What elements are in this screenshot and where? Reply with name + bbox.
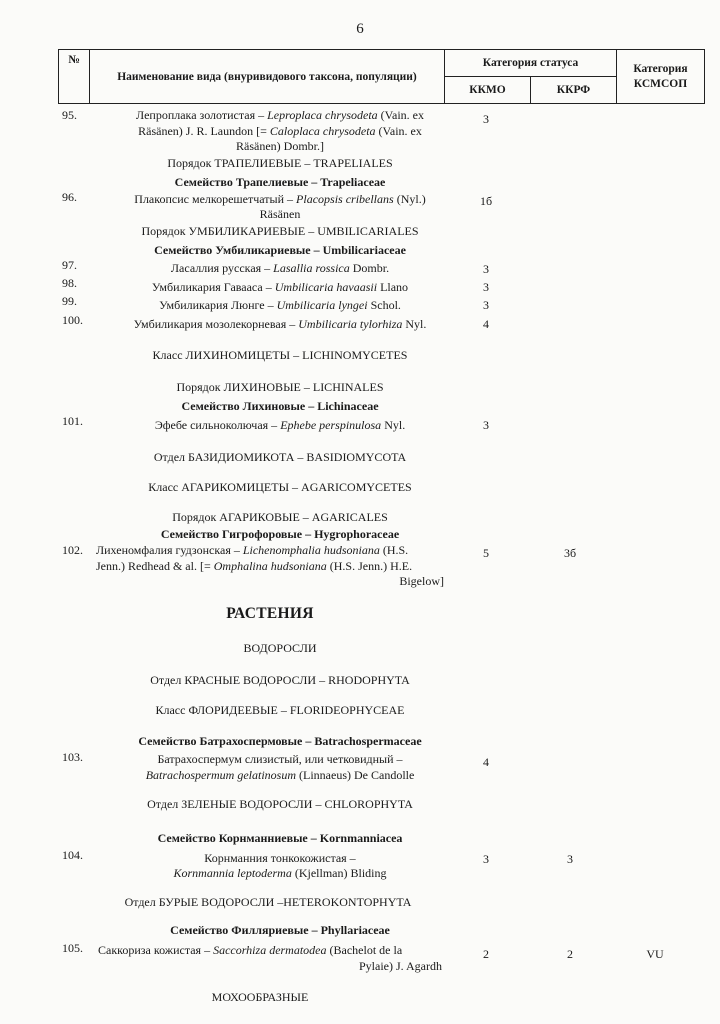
group-heading: МОХООБРАЗНЫЕ bbox=[211, 990, 309, 1004]
row-number: 104. bbox=[62, 848, 83, 862]
group-heading: ВОДОРОСЛИ bbox=[243, 641, 317, 655]
species-name: Корнманния тонкокожистая – bbox=[204, 851, 356, 865]
page-number: 6 bbox=[356, 21, 364, 37]
species-name: Саккориза кожистая – Saccorhiza dermatodea (Bachelot de la bbox=[98, 943, 403, 957]
kkmo-value: 2 bbox=[483, 947, 489, 961]
table-header bbox=[58, 49, 705, 104]
family-heading: Семейство Батрахоспермовые – Batrachospermaceae bbox=[138, 734, 422, 748]
ksmsop-value: VU bbox=[646, 947, 664, 961]
header-num: № bbox=[59, 50, 90, 104]
division-heading: Отдел БУРЫЕ ВОДОРОСЛИ –HETEROKONTOPHYTA bbox=[124, 895, 412, 909]
row-number: 100. bbox=[62, 313, 83, 327]
class-heading: Класс ФЛОРИДЕЕВЫЕ – FLORIDEOPHYCEAE bbox=[155, 703, 405, 717]
header-ksmsop: Категория КСМСОП bbox=[617, 50, 705, 104]
species-name: Ласаллия русская – Lasallia rossica Dombr. bbox=[170, 261, 390, 275]
family-heading: Семейство Гигрофоровые – Hygrophoraceae bbox=[160, 527, 400, 541]
species-name: Räsänen) J. R. Laundon [= Caloplaca chrysodeta (Vain. ex bbox=[138, 124, 422, 138]
species-name: Эфебе сильноколючая – Ephebe perspinulosa Nyl. bbox=[154, 418, 406, 432]
species-name: Bigelow] bbox=[399, 574, 444, 588]
header-name: Наименование вида (внуривидового таксона, популяции) bbox=[90, 50, 445, 104]
division-heading: Отдел БАЗИДИОМИКОТА – BASIDIOMYCOTA bbox=[153, 450, 407, 464]
order-heading: Порядок ЛИХИНОВЫЕ – LICHINALES bbox=[176, 380, 384, 394]
row-number: 97. bbox=[62, 258, 77, 272]
species-name: Плакопсис мелкорешетчатый – Placopsis cribellans (Nyl.) bbox=[134, 192, 426, 206]
class-heading: Класс АГАРИКОМИЦЕТЫ – AGARICOMYCETES bbox=[148, 480, 412, 494]
species-name: Räsänen bbox=[259, 207, 301, 221]
row-number: 99. bbox=[62, 294, 77, 308]
kkrf-value: 2 bbox=[567, 947, 573, 961]
section-heading: РАСТЕНИЯ bbox=[226, 605, 314, 622]
species-name: Умбиликария мозолекорневая – Umbilicaria tylorhiza Nyl. bbox=[133, 317, 427, 331]
kkmo-value: 3 bbox=[483, 112, 489, 126]
division-heading: Отдел ЗЕЛЕНЫЕ ВОДОРОСЛИ – CHLOROPHYTA bbox=[147, 797, 413, 811]
species-name: Умбиликария Люнге – Umbilicaria lyngei Schol. bbox=[159, 298, 401, 312]
family-heading: Семейство Трапелиевые – Trapeliaceae bbox=[174, 175, 386, 189]
row-number: 101. bbox=[62, 414, 83, 428]
class-heading: Класс ЛИХИНОМИЦЕТЫ – LICHINOMYCETES bbox=[152, 348, 408, 362]
kkrf-value: 3б bbox=[563, 546, 577, 560]
kkrf-value: 3 bbox=[567, 852, 573, 866]
row-number: 102. bbox=[62, 543, 83, 557]
order-heading: Порядок ТРАПЕЛИЕВЫЕ – TRAPELIALES bbox=[167, 156, 393, 170]
species-name: Kornmannia leptoderma (Kjellman) Bliding bbox=[173, 866, 387, 880]
species-name: Pylaie) J. Agardh bbox=[359, 959, 442, 973]
species-name: Batrachospermum gelatinosum (Linnaeus) De Candolle bbox=[145, 768, 415, 782]
row-number: 95. bbox=[62, 108, 77, 122]
family-heading: Семейство Филляриевые – Phyllariaceae bbox=[170, 923, 390, 937]
family-heading: Семейство Умбиликариевые – Umbilicariaceae bbox=[154, 243, 406, 257]
species-name: Лихеномфалия гудзонская – Lichenomphalia hudsoniana (H.S. bbox=[96, 543, 409, 557]
row-number: 105. bbox=[62, 941, 83, 955]
header-status: Категория статуса bbox=[445, 50, 617, 77]
kkmo-value: 3 bbox=[483, 280, 489, 294]
kkmo-value: 3 bbox=[483, 298, 489, 312]
row-number: 103. bbox=[62, 750, 83, 764]
species-name: Умбиликария Гавааса – Umbilicaria havaasii Llano bbox=[151, 280, 409, 294]
kkmo-value: 1б bbox=[479, 194, 493, 208]
species-name: Jenn.) Redhead & al. [= Omphalina hudsoniana (H.S. Jenn.) H.E. bbox=[96, 559, 413, 573]
header-kkmo: ККМО bbox=[445, 77, 531, 104]
kkmo-value: 3 bbox=[483, 262, 489, 276]
kkmo-value: 4 bbox=[483, 317, 489, 331]
family-heading: Семейство Корнманниевые – Kornmanniacea bbox=[157, 831, 403, 845]
kkmo-value: 3 bbox=[483, 418, 489, 432]
row-number: 98. bbox=[62, 276, 77, 290]
family-heading: Семейство Лихиновые – Lichinaceae bbox=[181, 399, 379, 413]
header-kkrf: ККРФ bbox=[531, 77, 617, 104]
species-name: Лепроплака золотистая – Leproplaca chrysodeta (Vain. ex bbox=[136, 108, 424, 122]
kkmo-value: 4 bbox=[483, 755, 489, 769]
species-name: Räsänen) Dombr.] bbox=[236, 139, 324, 153]
order-heading: Порядок АГАРИКОВЫЕ – AGARICALES bbox=[172, 510, 388, 524]
kkmo-value: 3 bbox=[483, 852, 489, 866]
kkmo-value: 5 bbox=[483, 546, 489, 560]
division-heading: Отдел КРАСНЫЕ ВОДОРОСЛИ – RHODOPHYTA bbox=[150, 673, 410, 687]
row-number: 96. bbox=[62, 190, 77, 204]
order-heading: Порядок УМБИЛИКАРИЕВЫЕ – UMBILICARIALES bbox=[141, 224, 419, 238]
species-name: Батрахоспермум слизистый, или четковидный – bbox=[157, 752, 403, 766]
